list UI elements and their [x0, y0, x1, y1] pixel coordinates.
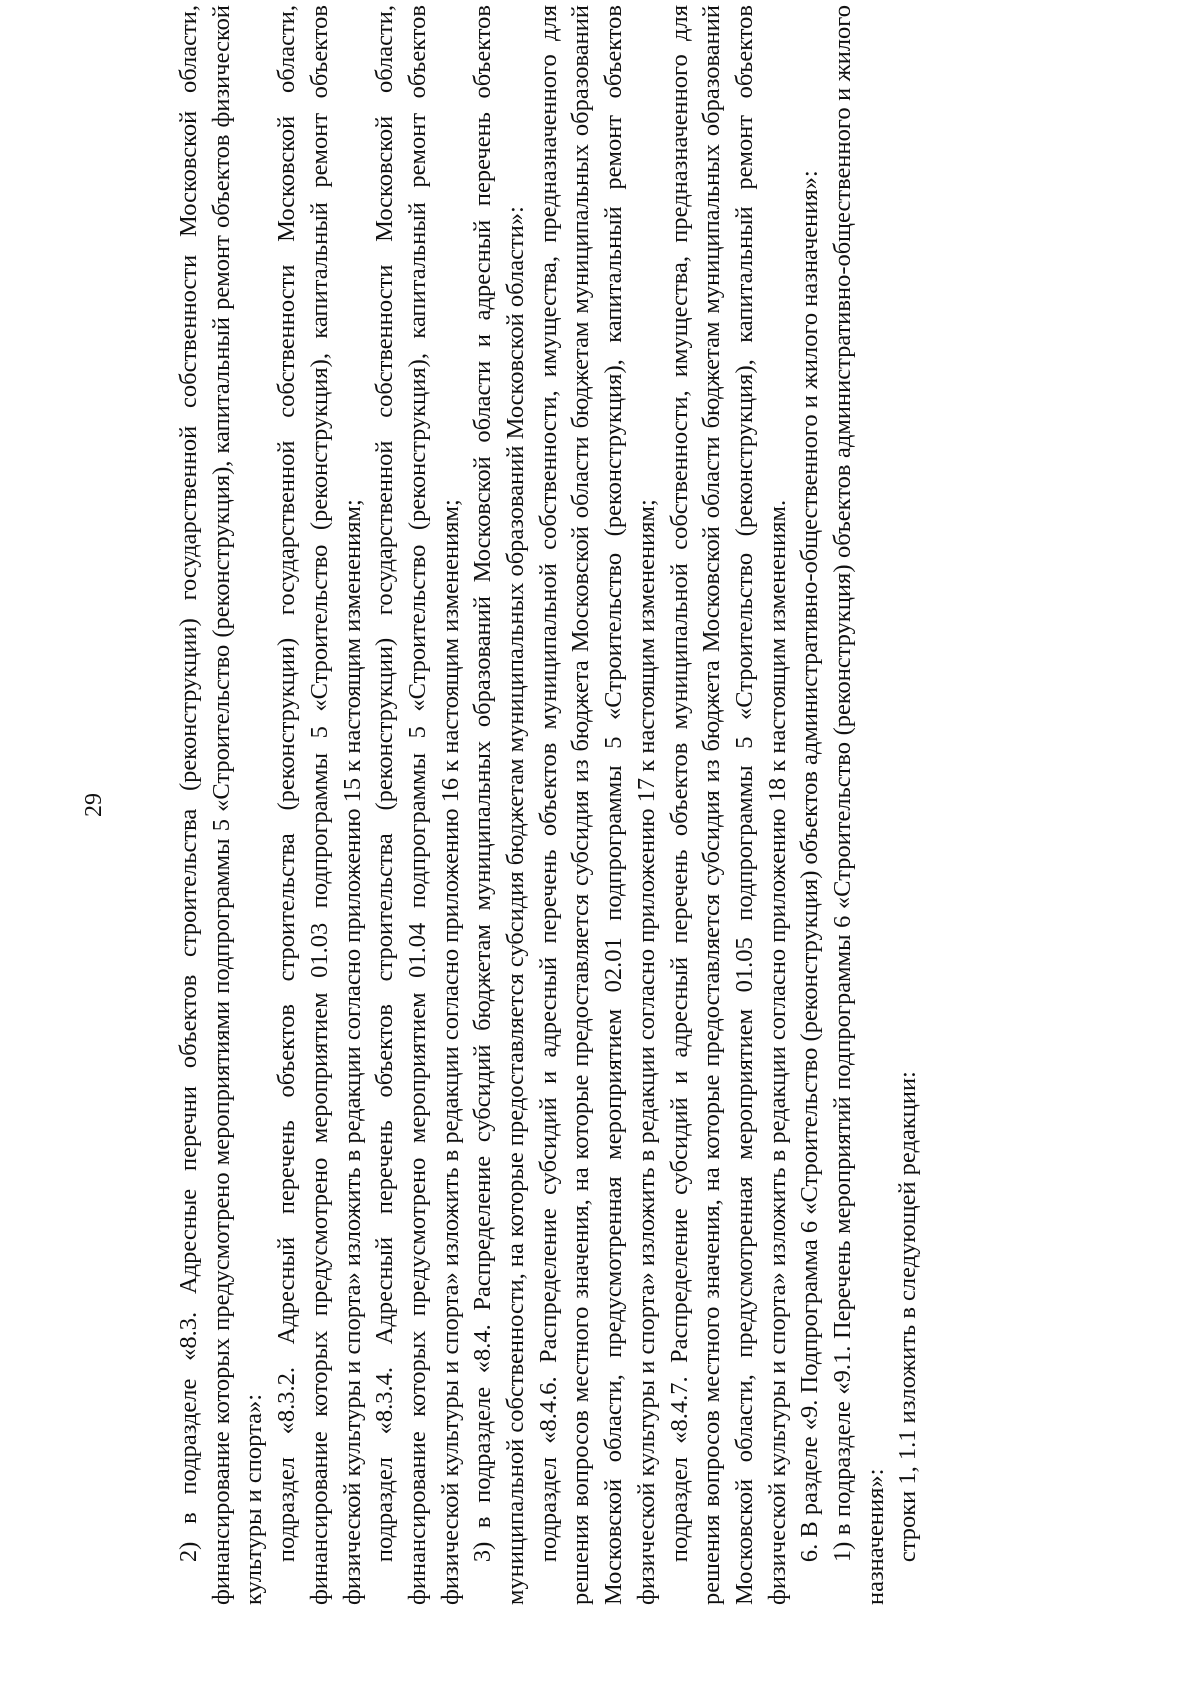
- paragraph-6: подраздел «8.4.7. Распределение субсидий и адресный перечень объектов муниципальной собственности, имущества, предназначенного для решения вопросов местного значения, на которые предоставляется субсидия из бюджета Московской области бюджетам муниципальных образований Московской области, предусмотренная мероприятием 01.05 подпрограммы 5 «Строительство (реконструкция), капитальный ремонт объектов физической культуры и спорта» изложить в редакции согласно приложению 18 к настоящим изменениям.: [665, 5, 791, 1605]
- paragraph-2: подраздел «8.3.2. Адресный перечень объектов строительства (реконструкции) государственной собственности Московской области, финансирование которых предусмотрено мероприятием 01.03 подпрограммы 5 «Строительство (реконструкция), капитальный ремонт объектов физической культуры и спорта» изложить в редакции согласно приложению 15 к настоящим изменениям;: [273, 5, 366, 1605]
- paragraph-7: 6. В разделе «9. Подпрограмма 6 «Строительство (реконструкция) объектов административно-общественного и жилого назначения»:: [796, 170, 824, 1563]
- paragraph-1: 2) в подразделе «8.3. Адресные перечни объектов строительства (реконструкции) государственной собственности Московской области, финансирование которых предусмотрено мероприятиями подпрограммы 5 «Строительство (реконструкция), капитальный ремонт объектов физической культуры и спорта»:: [175, 5, 268, 1605]
- paragraph-3: подраздел «8.3.4. Адресный перечень объектов строительства (реконструкции) государственной собственности Московской области, финансирование которых предусмотрено мероприятием 01.04 подпрограммы 5 «Строительство (реконструкция), капитальный ремонт объектов физической культуры и спорта» изложить в редакции согласно приложению 16 к настоящим изменениям;: [371, 5, 464, 1605]
- paragraph-5: подраздел «8.4.6. Распределение субсидий и адресный перечень объектов муниципальной собственности, имущества, предназначенного для решения вопросов местного значения, на которые предоставляется субсидия из бюджета Московской области бюджетам муниципальных образований Московской области, предусмотренная мероприятием 02.01 подпрограммы 5 «Строительство (реконструкция), капитальный ремонт объектов физической культуры и спорта» изложить в редакции согласно приложению 17 к настоящим изменениям;: [534, 5, 660, 1605]
- paragraph-8: 1) в подразделе «9.1. Перечень мероприятий подпрограммы 6 «Строительство (реконструкция) объектов административно-общественного и жилого назначения»:: [829, 5, 889, 1605]
- paragraph-4: 3) в подразделе «8.4. Распределение субсидий бюджетам муниципальных образований Московской области и адресный перечень объектов муниципальной собственности, на которые предоставляется субсидия бюджетам муниципальных образований Московской области»:: [469, 5, 530, 1605]
- page-number: 29: [81, 793, 107, 817]
- rotated-text-block: [81, 5, 1133, 1605]
- paragraph-9: строки 1, 1.1 изложить в следующей редакции:: [894, 1071, 922, 1563]
